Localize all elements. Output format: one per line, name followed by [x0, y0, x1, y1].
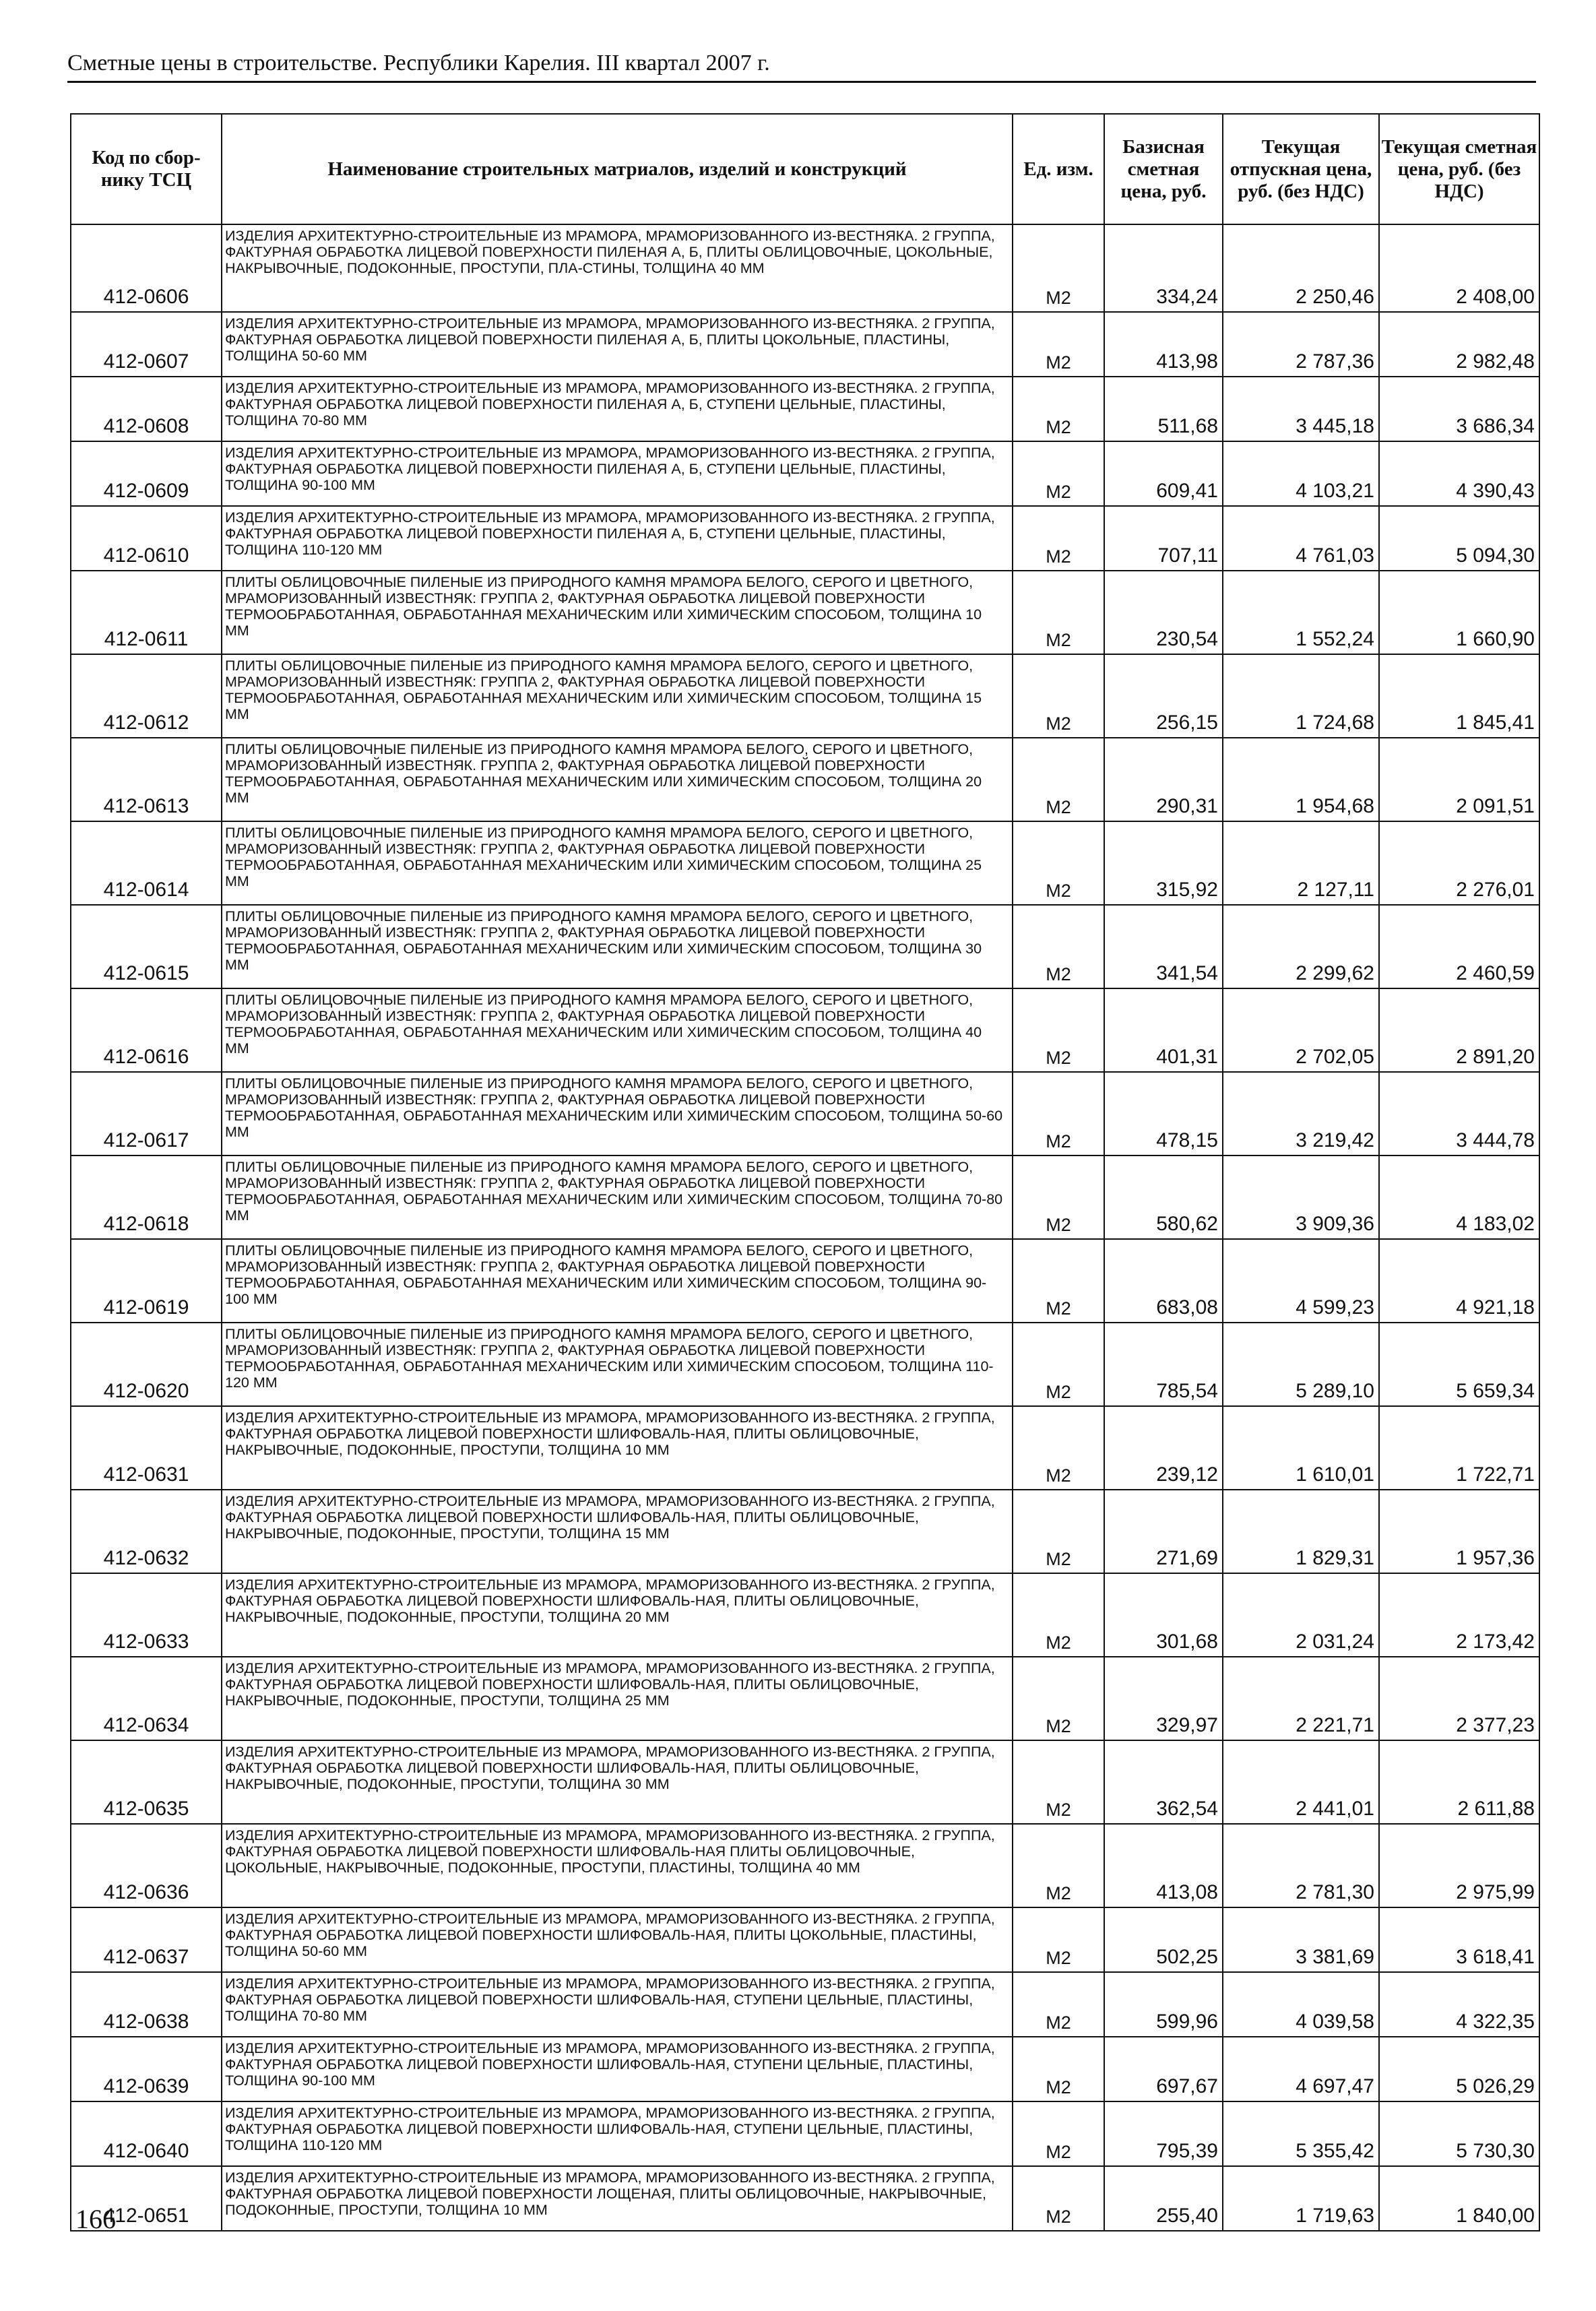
item-unit: М2 — [1013, 1072, 1104, 1156]
item-unit: М2 — [1013, 441, 1104, 506]
item-unit: М2 — [1013, 905, 1104, 988]
table-row — [71, 1072, 1539, 1156]
item-current-estimate-price: 4 183,02 — [1379, 1156, 1539, 1239]
item-name: ИЗДЕЛИЯ АРХИТЕКТУРНО-СТРОИТЕЛЬНЫЕ ИЗ МРАМОРА, МРАМОРИЗОВАННОГО ИЗ-ВЕСТНЯКА. 2 ГРУППА, ФАКТУРНАЯ ОБРАБОТКА ЛИЦЕВОЙ ПОВЕРХНОСТИ ПИЛЕНАЯ А, Б, СТУПЕНИ ЦЕЛЬНЫЕ, ПЛАСТИНЫ, ТОЛЩИНА 90-100 ММ — [222, 441, 1013, 506]
column-header-name: Наименование строительных матриалов, изделий и конструкций — [222, 114, 1013, 224]
item-current-estimate-price: 5 094,30 — [1379, 506, 1539, 571]
item-current-estimate-price: 2 611,88 — [1379, 1740, 1539, 1824]
item-current-release-price: 2 299,62 — [1223, 905, 1379, 988]
table-row — [71, 1824, 1539, 1907]
table-row — [71, 506, 1539, 571]
item-current-release-price: 1 829,31 — [1223, 1490, 1379, 1573]
item-name: ИЗДЕЛИЯ АРХИТЕКТУРНО-СТРОИТЕЛЬНЫЕ ИЗ МРАМОРА, МРАМОРИЗОВАННОГО ИЗ-ВЕСТНЯКА. 2 ГРУППА, ФАКТУРНАЯ ОБРАБОТКА ЛИЦЕВОЙ ПОВЕРХНОСТИ ШЛИФОВАЛЬ-НАЯ, ПЛИТЫ ОБЛИЦОВОЧНЫЕ, НАКРЫВОЧНЫЕ, ПОДОКОННЫЕ, ПРОСТУПИ, ТОЛЩИНА 10 ММ — [222, 1406, 1013, 1490]
item-current-release-price: 3 445,18 — [1223, 377, 1379, 441]
item-current-estimate-price: 2 377,23 — [1379, 1657, 1539, 1740]
item-base-price: 599,96 — [1104, 1972, 1223, 2037]
item-base-price: 329,97 — [1104, 1657, 1223, 1740]
item-current-estimate-price: 2 173,42 — [1379, 1573, 1539, 1657]
item-name: ИЗДЕЛИЯ АРХИТЕКТУРНО-СТРОИТЕЛЬНЫЕ ИЗ МРАМОРА, МРАМОРИЗОВАННОГО ИЗ-ВЕСТНЯКА. 2 ГРУППА, ФАКТУРНАЯ ОБРАБОТКА ЛИЦЕВОЙ ПОВЕРХНОСТИ ШЛИФОВАЛЬ-НАЯ, ПЛИТЫ ОБЛИЦОВОЧНЫЕ, НАКРЫВОЧНЫЕ, ПОДОКОННЫЕ, ПРОСТУПИ, ТОЛЩИНА 15 ММ — [222, 1490, 1013, 1573]
item-name: ИЗДЕЛИЯ АРХИТЕКТУРНО-СТРОИТЕЛЬНЫЕ ИЗ МРАМОРА, МРАМОРИЗОВАННОГО ИЗ-ВЕСТНЯКА. 2 ГРУППА, ФАКТУРНАЯ ОБРАБОТКА ЛИЦЕВОЙ ПОВЕРХНОСТИ ШЛИФОВАЛЬ-НАЯ, СТУПЕНИ ЦЕЛЬНЫЕ, ПЛАСТИНЫ, ТОЛЩИНА 70-80 ММ — [222, 1972, 1013, 2037]
item-current-estimate-price: 1 660,90 — [1379, 571, 1539, 654]
table-row — [71, 224, 1539, 312]
item-current-estimate-price: 2 982,48 — [1379, 312, 1539, 377]
item-unit: М2 — [1013, 2101, 1104, 2166]
item-unit: М2 — [1013, 1824, 1104, 1907]
item-name: ИЗДЕЛИЯ АРХИТЕКТУРНО-СТРОИТЕЛЬНЫЕ ИЗ МРАМОРА, МРАМОРИЗОВАННОГО ИЗ-ВЕСТНЯКА. 2 ГРУППА, ФАКТУРНАЯ ОБРАБОТКА ЛИЦЕВОЙ ПОВЕРХНОСТИ ШЛИФОВАЛЬ-НАЯ, СТУПЕНИ ЦЕЛЬНЫЕ, ПЛАСТИНЫ, ТОЛЩИНА 110-120 ММ — [222, 2101, 1013, 2166]
table-row — [71, 1490, 1539, 1573]
item-base-price: 413,08 — [1104, 1824, 1223, 1907]
table-body — [71, 224, 1539, 2231]
item-current-release-price: 2 127,11 — [1223, 821, 1379, 905]
item-name: ИЗДЕЛИЯ АРХИТЕКТУРНО-СТРОИТЕЛЬНЫЕ ИЗ МРАМОРА, МРАМОРИЗОВАННОГО ИЗ-ВЕСТНЯКА. 2 ГРУППА, ФАКТУРНАЯ ОБРАБОТКА ЛИЦЕВОЙ ПОВЕРХНОСТИ ПИЛЕНАЯ А, Б, ПЛИТЫ ОБЛИЦОВОЧНЫЕ, ЦОКОЛЬНЫЕ, НАКРЫВОЧНЫЕ, ПОДОКОННЫЕ, ПРОСТУПИ, ПЛА-СТИНЫ, ТОЛЩИНА 40 ММ — [222, 224, 1013, 312]
item-name: ИЗДЕЛИЯ АРХИТЕКТУРНО-СТРОИТЕЛЬНЫЕ ИЗ МРАМОРА, МРАМОРИЗОВАННОГО ИЗ-ВЕСТНЯКА. 2 ГРУППА, ФАКТУРНАЯ ОБРАБОТКА ЛИЦЕВОЙ ПОВЕРХНОСТИ ШЛИФОВАЛЬ-НАЯ ПЛИТЫ ОБЛИЦОВОЧНЫЕ, ЦОКОЛЬНЫЕ, НАКРЫВОЧНЫЕ, ПОДОКОННЫЕ, ПРОСТУПИ, ПЛАСТИНЫ, ТОЛЩИНА 40 ММ — [222, 1824, 1013, 1907]
table-row — [71, 571, 1539, 654]
item-current-release-price: 1 724,68 — [1223, 654, 1379, 738]
item-base-price: 256,15 — [1104, 654, 1223, 738]
item-code: 412-0607 — [71, 312, 222, 377]
table-row — [71, 1907, 1539, 1972]
item-name: ИЗДЕЛИЯ АРХИТЕКТУРНО-СТРОИТЕЛЬНЫЕ ИЗ МРАМОРА, МРАМОРИЗОВАННОГО ИЗ-ВЕСТНЯКА. 2 ГРУППА, ФАКТУРНАЯ ОБРАБОТКА ЛИЦЕВОЙ ПОВЕРХНОСТИ ШЛИФОВАЛЬ-НАЯ, СТУПЕНИ ЦЕЛЬНЫЕ, ПЛАСТИНЫ, ТОЛЩИНА 90-100 ММ — [222, 2037, 1013, 2101]
table-row — [71, 738, 1539, 821]
item-unit: М2 — [1013, 1156, 1104, 1239]
item-name: ИЗДЕЛИЯ АРХИТЕКТУРНО-СТРОИТЕЛЬНЫЕ ИЗ МРАМОРА, МРАМОРИЗОВАННОГО ИЗ-ВЕСТНЯКА. 2 ГРУППА, ФАКТУРНАЯ ОБРАБОТКА ЛИЦЕВОЙ ПОВЕРХНОСТИ ШЛИФОВАЛЬ-НАЯ, ПЛИТЫ ЦОКОЛЬНЫЕ, ПЛАСТИНЫ, ТОЛЩИНА 50-60 ММ — [222, 1907, 1013, 1972]
item-current-release-price: 2 787,36 — [1223, 312, 1379, 377]
item-base-price: 230,54 — [1104, 571, 1223, 654]
item-current-estimate-price: 2 276,01 — [1379, 821, 1539, 905]
item-current-release-price: 1 954,68 — [1223, 738, 1379, 821]
item-code: 412-0606 — [71, 224, 222, 312]
item-base-price: 795,39 — [1104, 2101, 1223, 2166]
item-code: 412-0617 — [71, 1072, 222, 1156]
item-code: 412-0608 — [71, 377, 222, 441]
item-name: ИЗДЕЛИЯ АРХИТЕКТУРНО-СТРОИТЕЛЬНЫЕ ИЗ МРАМОРА, МРАМОРИЗОВАННОГО ИЗ-ВЕСТНЯКА. 2 ГРУППА, ФАКТУРНАЯ ОБРАБОТКА ЛИЦЕВОЙ ПОВЕРХНОСТИ ШЛИФОВАЛЬ-НАЯ, ПЛИТЫ ОБЛИЦОВОЧНЫЕ, НАКРЫВОЧНЫЕ, ПОДОКОННЫЕ, ПРОСТУПИ, ТОЛЩИНА 20 ММ — [222, 1573, 1013, 1657]
item-unit: М2 — [1013, 377, 1104, 441]
item-current-release-price: 2 702,05 — [1223, 988, 1379, 1072]
page-header-title: Сметные цены в строительстве. Республики Карелия. III квартал 2007 г. — [67, 51, 770, 75]
header-divider — [67, 81, 1536, 83]
item-unit: М2 — [1013, 2166, 1104, 2231]
table-row — [71, 2166, 1539, 2231]
item-name: ИЗДЕЛИЯ АРХИТЕКТУРНО-СТРОИТЕЛЬНЫЕ ИЗ МРАМОРА, МРАМОРИЗОВАННОГО ИЗ-ВЕСТНЯКА. 2 ГРУППА, ФАКТУРНАЯ ОБРАБОТКА ЛИЦЕВОЙ ПОВЕРХНОСТИ ПИЛЕНАЯ А, Б, ПЛИТЫ ЦОКОЛЬНЫЕ, ПЛАСТИНЫ, ТОЛЩИНА 50-60 ММ — [222, 312, 1013, 377]
item-name: ПЛИТЫ ОБЛИЦОВОЧНЫЕ ПИЛЕНЫЕ ИЗ ПРИРОДНОГО КАМНЯ МРАМОРА БЕЛОГО, СЕРОГО И ЦВЕТНОГО, МРАМОРИЗОВАННЫЙ ИЗВЕСТНЯК: ГРУППА 2, ФАКТУРНАЯ ОБРАБОТКА ЛИЦЕВОЙ ПОВЕРХНОСТИ ТЕРМООБРАБОТАННАЯ, ОБРАБОТАННАЯ МЕХАНИЧЕСКИМ ИЛИ ХИМИЧЕСКИМ СПОСОБОМ, ТОЛЩИНА 50-60 ММ — [222, 1072, 1013, 1156]
item-unit: М2 — [1013, 1657, 1104, 1740]
item-code: 412-0614 — [71, 821, 222, 905]
item-current-estimate-price: 2 975,99 — [1379, 1824, 1539, 1907]
item-current-estimate-price: 5 659,34 — [1379, 1323, 1539, 1406]
page-number: 166 — [75, 2204, 116, 2234]
item-base-price: 315,92 — [1104, 821, 1223, 905]
item-base-price: 413,98 — [1104, 312, 1223, 377]
item-current-release-price: 4 761,03 — [1223, 506, 1379, 571]
item-unit: М2 — [1013, 1406, 1104, 1490]
item-name: ПЛИТЫ ОБЛИЦОВОЧНЫЕ ПИЛЕНЫЕ ИЗ ПРИРОДНОГО КАМНЯ МРАМОРА БЕЛОГО, СЕРОГО И ЦВЕТНОГО, МРАМОРИЗОВАННЫЙ ИЗВЕСТНЯК: ГРУППА 2, ФАКТУРНАЯ ОБРАБОТКА ЛИЦЕВОЙ ПОВЕРХНОСТИ ТЕРМООБРАБОТАННАЯ, ОБРАБОТАННАЯ МЕХАНИЧЕСКИМ ИЛИ ХИМИЧЕСКИМ СПОСОБОМ, ТОЛЩИНА 10 ММ — [222, 571, 1013, 654]
item-unit: М2 — [1013, 224, 1104, 312]
item-base-price: 502,25 — [1104, 1907, 1223, 1972]
item-unit: М2 — [1013, 988, 1104, 1072]
item-base-price: 401,31 — [1104, 988, 1223, 1072]
item-base-price: 609,41 — [1104, 441, 1223, 506]
item-code: 412-0640 — [71, 2101, 222, 2166]
item-current-estimate-price: 2 091,51 — [1379, 738, 1539, 821]
table-row — [71, 312, 1539, 377]
item-current-estimate-price: 2 408,00 — [1379, 224, 1539, 312]
item-current-release-price: 2 221,71 — [1223, 1657, 1379, 1740]
column-header-base-price: Базисная сметная цена, руб. — [1104, 114, 1223, 224]
item-code: 412-0618 — [71, 1156, 222, 1239]
item-unit: М2 — [1013, 738, 1104, 821]
item-name: ПЛИТЫ ОБЛИЦОВОЧНЫЕ ПИЛЕНЫЕ ИЗ ПРИРОДНОГО КАМНЯ МРАМОРА БЕЛОГО, СЕРОГО И ЦВЕТНОГО, МРАМОРИЗОВАННЫЙ ИЗВЕСТНЯК: ГРУППА 2, ФАКТУРНАЯ ОБРАБОТКА ЛИЦЕВОЙ ПОВЕРХНОСТИ ТЕРМООБРАБОТАННАЯ, ОБРАБОТАННАЯ МЕХАНИЧЕСКИМ ИЛИ ХИМИЧЕСКИМ СПОСОБОМ, ТОЛЩИНА 70-80 ММ — [222, 1156, 1013, 1239]
item-code: 412-0632 — [71, 1490, 222, 1573]
table-row — [71, 2037, 1539, 2101]
item-code: 412-0634 — [71, 1657, 222, 1740]
column-header-code: Код по сбор- нику ТСЦ — [71, 114, 222, 224]
item-current-release-price: 5 289,10 — [1223, 1323, 1379, 1406]
item-unit: М2 — [1013, 312, 1104, 377]
item-current-release-price: 1 552,24 — [1223, 571, 1379, 654]
item-current-release-price: 1 719,63 — [1223, 2166, 1379, 2231]
item-base-price: 334,24 — [1104, 224, 1223, 312]
item-current-estimate-price: 3 686,34 — [1379, 377, 1539, 441]
table-row — [71, 441, 1539, 506]
item-name: ИЗДЕЛИЯ АРХИТЕКТУРНО-СТРОИТЕЛЬНЫЕ ИЗ МРАМОРА, МРАМОРИЗОВАННОГО ИЗ-ВЕСТНЯКА. 2 ГРУППА, ФАКТУРНАЯ ОБРАБОТКА ЛИЦЕВОЙ ПОВЕРХНОСТИ ЛОЩЕНАЯ, ПЛИТЫ ОБЛИЦОВОЧНЫЕ, НАКРЫВОЧНЫЕ, ПОДОКОННЫЕ, ПРОСТУПИ, ТОЛЩИНА 10 ММ — [222, 2166, 1013, 2231]
item-current-estimate-price: 1 840,00 — [1379, 2166, 1539, 2231]
item-current-estimate-price: 1 845,41 — [1379, 654, 1539, 738]
table-row — [71, 1406, 1539, 1490]
item-current-estimate-price: 4 921,18 — [1379, 1239, 1539, 1323]
item-code: 412-0635 — [71, 1740, 222, 1824]
item-current-release-price: 3 219,42 — [1223, 1072, 1379, 1156]
item-name: ПЛИТЫ ОБЛИЦОВОЧНЫЕ ПИЛЕНЫЕ ИЗ ПРИРОДНОГО КАМНЯ МРАМОРА БЕЛОГО, СЕРОГО И ЦВЕТНОГО, МРАМОРИЗОВАННЫЙ ИЗВЕСТНЯК. ГРУППА 2, ФАКТУРНАЯ ОБРАБОТКА ЛИЦЕВОЙ ПОВЕРХНОСТИ ТЕРМООБРАБОТАННАЯ, ОБРАБОТАННАЯ МЕХАНИЧЕСКИМ ИЛИ ХИМИЧЕСКИМ СПОСОБОМ, ТОЛЩИНА 20 ММ — [222, 738, 1013, 821]
item-current-estimate-price: 2 460,59 — [1379, 905, 1539, 988]
item-current-release-price: 1 610,01 — [1223, 1406, 1379, 1490]
table-row — [71, 1573, 1539, 1657]
item-code: 412-0633 — [71, 1573, 222, 1657]
item-current-estimate-price: 5 730,30 — [1379, 2101, 1539, 2166]
table-row — [71, 1156, 1539, 1239]
item-name: ПЛИТЫ ОБЛИЦОВОЧНЫЕ ПИЛЕНЫЕ ИЗ ПРИРОДНОГО КАМНЯ МРАМОРА БЕЛОГО, СЕРОГО И ЦВЕТНОГО, МРАМОРИЗОВАННЫЙ ИЗВЕСТНЯК: ГРУППА 2, ФАКТУРНАЯ ОБРАБОТКА ЛИЦЕВОЙ ПОВЕРХНОСТИ ТЕРМООБРАБОТАННАЯ, ОБРАБОТАННАЯ МЕХАНИЧЕСКИМ ИЛИ ХИМИЧЕСКИМ СПОСОБОМ, ТОЛЩИНА 40 ММ — [222, 988, 1013, 1072]
item-name: ПЛИТЫ ОБЛИЦОВОЧНЫЕ ПИЛЕНЫЕ ИЗ ПРИРОДНОГО КАМНЯ МРАМОРА БЕЛОГО, СЕРОГО И ЦВЕТНОГО, МРАМОРИЗОВАННЫЙ ИЗВЕСТНЯК: ГРУППА 2, ФАКТУРНАЯ ОБРАБОТКА ЛИЦЕВОЙ ПОВЕРХНОСТИ ТЕРМООБРАБОТАННАЯ, ОБРАБОТАННАЯ МЕХАНИЧЕСКИМ ИЛИ ХИМИЧЕСКИМ СПОСОБОМ, ТОЛЩИНА 30 ММ — [222, 905, 1013, 988]
item-code: 412-0636 — [71, 1824, 222, 1907]
item-name: ИЗДЕЛИЯ АРХИТЕКТУРНО-СТРОИТЕЛЬНЫЕ ИЗ МРАМОРА, МРАМОРИЗОВАННОГО ИЗ-ВЕСТНЯКА. 2 ГРУППА, ФАКТУРНАЯ ОБРАБОТКА ЛИЦЕВОЙ ПОВЕРХНОСТИ ШЛИФОВАЛЬ-НАЯ, ПЛИТЫ ОБЛИЦОВОЧНЫЕ, НАКРЫВОЧНЫЕ, ПОДОКОННЫЕ, ПРОСТУПИ, ТОЛЩИНА 30 ММ — [222, 1740, 1013, 1824]
item-base-price: 301,68 — [1104, 1573, 1223, 1657]
item-current-estimate-price: 4 390,43 — [1379, 441, 1539, 506]
item-current-release-price: 3 909,36 — [1223, 1156, 1379, 1239]
item-name: ПЛИТЫ ОБЛИЦОВОЧНЫЕ ПИЛЕНЫЕ ИЗ ПРИРОДНОГО КАМНЯ МРАМОРА БЕЛОГО, СЕРОГО И ЦВЕТНОГО, МРАМОРИЗОВАННЫЙ ИЗВЕСТНЯК: ГРУППА 2, ФАКТУРНАЯ ОБРАБОТКА ЛИЦЕВОЙ ПОВЕРХНОСТИ ТЕРМООБРАБОТАННАЯ, ОБРАБОТАННАЯ МЕХАНИЧЕСКИМ ИЛИ ХИМИЧЕСКИМ СПОСОБОМ, ТОЛЩИНА 15 ММ — [222, 654, 1013, 738]
item-unit: М2 — [1013, 1239, 1104, 1323]
item-current-release-price: 4 103,21 — [1223, 441, 1379, 506]
item-unit: М2 — [1013, 1740, 1104, 1824]
item-base-price: 362,54 — [1104, 1740, 1223, 1824]
table-header-row — [71, 114, 1539, 224]
item-unit: М2 — [1013, 1490, 1104, 1573]
item-code: 412-0612 — [71, 654, 222, 738]
item-name: ИЗДЕЛИЯ АРХИТЕКТУРНО-СТРОИТЕЛЬНЫЕ ИЗ МРАМОРА, МРАМОРИЗОВАННОГО ИЗ-ВЕСТНЯКА. 2 ГРУППА, ФАКТУРНАЯ ОБРАБОТКА ЛИЦЕВОЙ ПОВЕРХНОСТИ ШЛИФОВАЛЬ-НАЯ, ПЛИТЫ ОБЛИЦОВОЧНЫЕ, НАКРЫВОЧНЫЕ, ПОДОКОННЫЕ, ПРОСТУПИ, ТОЛЩИНА 25 ММ — [222, 1657, 1013, 1740]
item-current-release-price: 2 781,30 — [1223, 1824, 1379, 1907]
item-base-price: 707,11 — [1104, 506, 1223, 571]
item-unit: М2 — [1013, 1323, 1104, 1406]
item-code: 412-0609 — [71, 441, 222, 506]
item-base-price: 785,54 — [1104, 1323, 1223, 1406]
item-code: 412-0639 — [71, 2037, 222, 2101]
item-base-price: 478,15 — [1104, 1072, 1223, 1156]
item-name: ИЗДЕЛИЯ АРХИТЕКТУРНО-СТРОИТЕЛЬНЫЕ ИЗ МРАМОРА, МРАМОРИЗОВАННОГО ИЗ-ВЕСТНЯКА. 2 ГРУППА, ФАКТУРНАЯ ОБРАБОТКА ЛИЦЕВОЙ ПОВЕРХНОСТИ ПИЛЕНАЯ А, Б, СТУПЕНИ ЦЕЛЬНЫЕ, ПЛАСТИНЫ, ТОЛЩИНА 110-120 ММ — [222, 506, 1013, 571]
item-name: ПЛИТЫ ОБЛИЦОВОЧНЫЕ ПИЛЕНЫЕ ИЗ ПРИРОДНОГО КАМНЯ МРАМОРА БЕЛОГО, СЕРОГО И ЦВЕТНОГО, МРАМОРИЗОВАННЫЙ ИЗВЕСТНЯК: ГРУППА 2, ФАКТУРНАЯ ОБРАБОТКА ЛИЦЕВОЙ ПОВЕРХНОСТИ ТЕРМООБРАБОТАННАЯ, ОБРАБОТАННАЯ МЕХАНИЧЕСКИМ ИЛИ ХИМИЧЕСКИМ СПОСОБОМ, ТОЛЩИНА 110-120 ММ — [222, 1323, 1013, 1406]
item-unit: М2 — [1013, 1907, 1104, 1972]
table-row — [71, 2101, 1539, 2166]
item-current-estimate-price: 5 026,29 — [1379, 2037, 1539, 2101]
item-current-estimate-price: 3 618,41 — [1379, 1907, 1539, 1972]
item-base-price: 255,40 — [1104, 2166, 1223, 2231]
item-current-estimate-price: 1 957,36 — [1379, 1490, 1539, 1573]
item-current-estimate-price: 4 322,35 — [1379, 1972, 1539, 2037]
item-unit: М2 — [1013, 1573, 1104, 1657]
item-unit: М2 — [1013, 571, 1104, 654]
item-code: 412-0638 — [71, 1972, 222, 2037]
item-current-release-price: 2 250,46 — [1223, 224, 1379, 312]
column-header-current-estimate-price: Текущая сметная цена, руб. (без НДС) — [1379, 114, 1539, 224]
item-base-price: 580,62 — [1104, 1156, 1223, 1239]
table-row — [71, 988, 1539, 1072]
item-unit: М2 — [1013, 1972, 1104, 2037]
item-base-price: 697,67 — [1104, 2037, 1223, 2101]
item-current-estimate-price: 1 722,71 — [1379, 1406, 1539, 1490]
item-base-price: 341,54 — [1104, 905, 1223, 988]
item-code: 412-0619 — [71, 1239, 222, 1323]
column-header-unit: Ед. изм. — [1013, 114, 1104, 224]
item-current-estimate-price: 3 444,78 — [1379, 1072, 1539, 1156]
item-current-release-price: 2 031,24 — [1223, 1573, 1379, 1657]
item-code: 412-0651 — [71, 2166, 222, 2231]
item-code: 412-0631 — [71, 1406, 222, 1490]
table-row — [71, 377, 1539, 441]
table-row — [71, 1740, 1539, 1824]
table-row — [71, 821, 1539, 905]
item-name: ИЗДЕЛИЯ АРХИТЕКТУРНО-СТРОИТЕЛЬНЫЕ ИЗ МРАМОРА, МРАМОРИЗОВАННОГО ИЗ-ВЕСТНЯКА. 2 ГРУППА, ФАКТУРНАЯ ОБРАБОТКА ЛИЦЕВОЙ ПОВЕРХНОСТИ ПИЛЕНАЯ А, Б, СТУПЕНИ ЦЕЛЬНЫЕ, ПЛАСТИНЫ, ТОЛЩИНА 70-80 ММ — [222, 377, 1013, 441]
table-row — [71, 1323, 1539, 1406]
column-header-current-release-price: Текущая отпускная цена, руб. (без НДС) — [1223, 114, 1379, 224]
item-code: 412-0620 — [71, 1323, 222, 1406]
item-code: 412-0610 — [71, 506, 222, 571]
item-base-price: 239,12 — [1104, 1406, 1223, 1490]
item-name: ПЛИТЫ ОБЛИЦОВОЧНЫЕ ПИЛЕНЫЕ ИЗ ПРИРОДНОГО КАМНЯ МРАМОРА БЕЛОГО, СЕРОГО И ЦВЕТНОГО, МРАМОРИЗОВАННЫЙ ИЗВЕСТНЯК: ГРУППА 2, ФАКТУРНАЯ ОБРАБОТКА ЛИЦЕВОЙ ПОВЕРХНОСТИ ТЕРМООБРАБОТАННАЯ, ОБРАБОТАННАЯ МЕХАНИЧЕСКИМ ИЛИ ХИМИЧЕСКИМ СПОСОБОМ, ТОЛЩИНА 25 ММ — [222, 821, 1013, 905]
table-row — [71, 654, 1539, 738]
item-code: 412-0615 — [71, 905, 222, 988]
table-row — [71, 1657, 1539, 1740]
item-current-release-price: 4 697,47 — [1223, 2037, 1379, 2101]
item-base-price: 683,08 — [1104, 1239, 1223, 1323]
item-current-release-price: 4 599,23 — [1223, 1239, 1379, 1323]
item-current-estimate-price: 2 891,20 — [1379, 988, 1539, 1072]
item-unit: М2 — [1013, 654, 1104, 738]
item-current-release-price: 5 355,42 — [1223, 2101, 1379, 2166]
item-code: 412-0611 — [71, 571, 222, 654]
table-row — [71, 1972, 1539, 2037]
item-current-release-price: 2 441,01 — [1223, 1740, 1379, 1824]
item-code: 412-0616 — [71, 988, 222, 1072]
item-base-price: 271,69 — [1104, 1490, 1223, 1573]
item-current-release-price: 3 381,69 — [1223, 1907, 1379, 1972]
price-table — [70, 113, 1540, 2231]
item-unit: М2 — [1013, 2037, 1104, 2101]
item-code: 412-0637 — [71, 1907, 222, 1972]
item-name: ПЛИТЫ ОБЛИЦОВОЧНЫЕ ПИЛЕНЫЕ ИЗ ПРИРОДНОГО КАМНЯ МРАМОРА БЕЛОГО, СЕРОГО И ЦВЕТНОГО, МРАМОРИЗОВАННЫЙ ИЗВЕСТНЯК: ГРУППА 2, ФАКТУРНАЯ ОБРАБОТКА ЛИЦЕВОЙ ПОВЕРХНОСТИ ТЕРМООБРАБОТАННАЯ, ОБРАБОТАННАЯ МЕХАНИЧЕСКИМ ИЛИ ХИМИЧЕСКИМ СПОСОБОМ, ТОЛЩИНА 90-100 ММ — [222, 1239, 1013, 1323]
item-unit: М2 — [1013, 821, 1104, 905]
item-unit: М2 — [1013, 506, 1104, 571]
item-code: 412-0613 — [71, 738, 222, 821]
item-base-price: 290,31 — [1104, 738, 1223, 821]
item-base-price: 511,68 — [1104, 377, 1223, 441]
table-row — [71, 1239, 1539, 1323]
table-row — [71, 905, 1539, 988]
item-current-release-price: 4 039,58 — [1223, 1972, 1379, 2037]
